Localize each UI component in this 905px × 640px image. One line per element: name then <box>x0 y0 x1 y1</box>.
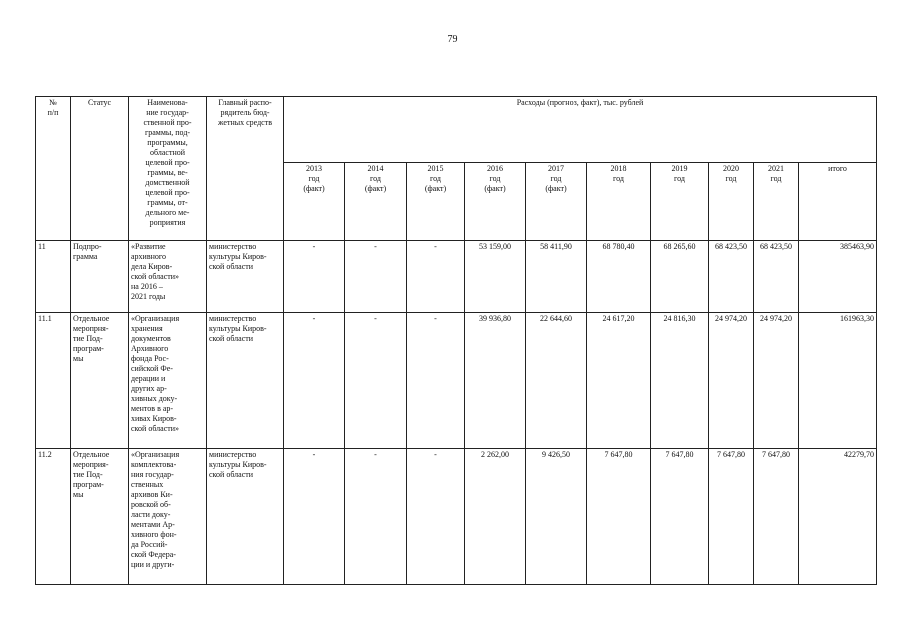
value-2018: 7 647,80 <box>587 449 651 585</box>
value-2015: - <box>407 241 465 313</box>
row-num: 11.2 <box>36 449 71 585</box>
row-status: Подпро- грамма <box>71 241 129 313</box>
header-year-2016: 2016 год (факт) <box>465 163 526 241</box>
value-2021: 68 423,50 <box>754 241 799 313</box>
row-num: 11 <box>36 241 71 313</box>
value-2017: 22 644,60 <box>526 313 587 449</box>
value-2019: 68 265,60 <box>651 241 709 313</box>
header-year-2019: 2019 год <box>651 163 709 241</box>
value-2020: 68 423,50 <box>709 241 754 313</box>
value-2014: - <box>345 313 407 449</box>
table-row <box>36 449 877 585</box>
value-2017: 58 411,90 <box>526 241 587 313</box>
value-2019: 24 816,30 <box>651 313 709 449</box>
row-status: Отдельное меропрня- тие Под- програм- мы <box>71 313 129 449</box>
value-2013: - <box>284 241 345 313</box>
value-2013: - <box>284 449 345 585</box>
header-year-2013: 2013 год (факт) <box>284 163 345 241</box>
value-2020: 7 647,80 <box>709 449 754 585</box>
header-expenses: Расходы (прогноз, факт), тыс. рублей <box>284 97 877 163</box>
value-total: 385463,90 <box>799 241 877 313</box>
page-number: 79 <box>447 34 458 45</box>
row-name: «Организация комплектова- ния государ- ственных архивов Ки- ровской об- ласти доку- ментами Ар- хивного фон- да Россий- ской Федера- ции и други- <box>129 449 207 585</box>
header-num: № п/п <box>36 97 71 241</box>
header-status: Статус <box>71 97 129 241</box>
value-2021: 7 647,80 <box>754 449 799 585</box>
budget-table <box>35 96 877 585</box>
value-2021: 24 974,20 <box>754 313 799 449</box>
value-2013: - <box>284 313 345 449</box>
value-2016: 2 262,00 <box>465 449 526 585</box>
value-2014: - <box>345 449 407 585</box>
value-2020: 24 974,20 <box>709 313 754 449</box>
header-year-2017: 2017 год (факт) <box>526 163 587 241</box>
row-name: «Развитие архивного дела Киров- ской области» на 2016 – 2021 годы <box>129 241 207 313</box>
header-year-2021: 2021 год <box>754 163 799 241</box>
value-2019: 7 647,80 <box>651 449 709 585</box>
header-total: итого <box>799 163 877 241</box>
value-2017: 9 426,50 <box>526 449 587 585</box>
value-total: 161963,30 <box>799 313 877 449</box>
row-executor: министерство культуры Киров- ской области <box>207 449 284 585</box>
header-executor: Главный распо- рядитель бюд- жетных средств <box>207 97 284 241</box>
value-2016: 39 936,80 <box>465 313 526 449</box>
value-2018: 68 780,40 <box>587 241 651 313</box>
table-row <box>36 241 877 313</box>
row-name: «Организация хранения документов Архивного фонда Рос- сийской Фе- дерации и других ар- хивных доку- ментов в ар- хивах Киров- ской области» <box>129 313 207 449</box>
row-status: Отдельное мероприя- тие Под- програм- мы <box>71 449 129 585</box>
value-2015: - <box>407 313 465 449</box>
header-year-2014: 2014 год (факт) <box>345 163 407 241</box>
value-2018: 24 617,20 <box>587 313 651 449</box>
row-executor: министерство культуры Киров- ской области <box>207 313 284 449</box>
header-year-2018: 2018 год <box>587 163 651 241</box>
value-2016: 53 159,00 <box>465 241 526 313</box>
row-executor: министерство культуры Киров- ской области <box>207 241 284 313</box>
value-2014: - <box>345 241 407 313</box>
value-2015: - <box>407 449 465 585</box>
header-year-2020: 2020 год <box>709 163 754 241</box>
header-year-2015: 2015 год (факт) <box>407 163 465 241</box>
row-num: 11.1 <box>36 313 71 449</box>
value-total: 42279,70 <box>799 449 877 585</box>
header-name: Наименова- ние государ- ственной про- граммы, под- программы, областной целевой про- граммы, ве- домственной целевой про- граммы, от- дельного ме- роприятия <box>129 97 207 241</box>
table-row <box>36 313 877 449</box>
